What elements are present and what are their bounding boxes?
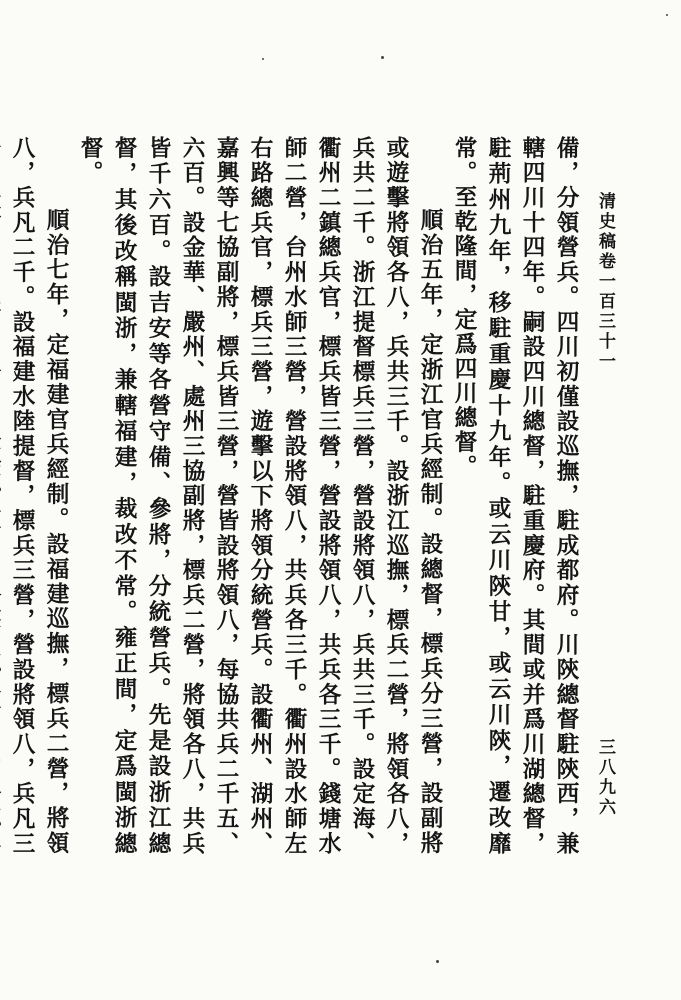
running-head: 清史稿卷一百三十一 <box>595 192 615 372</box>
scan-speck <box>436 960 439 963</box>
paragraph-fujian: 順治七年，定福建官兵經制。設福建巡撫，標兵二營，將領八，兵凡二千。設福建水陸提督，標兵三營，營設將領八，兵凡三 <box>9 136 69 856</box>
scan-speck <box>666 14 668 16</box>
scan-speck <box>262 58 264 60</box>
paragraph-zhejiang: 順治五年，定浙江官兵經制。設總督，標兵分三營，設副將或遊擊將領各八，兵共三千。設浙江巡撫，標兵二營，將領各八，兵共二千。浙江提督標兵三營，營設將領八，兵共三千。設定海、衢州二鎮總兵官，標兵皆三營，營設將領八，共兵各三千。錢塘水師二營，台州水師三營，營設將領八，共兵各三千。衢州設水師左右路總兵官，標兵三營，遊擊以下將領分統營兵。設衢州、湖州、嘉興等七協副將，標兵皆三營，營皆設將領八，每協共兵二千五、六百。設金華、嚴州、處州三協副將，標兵二營，將領各八，共兵皆千六百。設吉安等各營守備、參將，分統營兵。先是設浙江總督，其後改稱閩浙，兼轄福建，裁改不常。雍正間，定爲閩浙總督。 <box>77 136 443 856</box>
scan-speck <box>381 56 384 59</box>
page-number: 三八九六 <box>595 738 615 818</box>
paragraph-sichuan: 備，分領營兵。四川初僅設巡撫，駐成都府。川陝總督駐陝西，兼轄四川十四年。嗣設四川總督，駐重慶府。其間或并爲川湖總督，駐荊州九年，移駐重慶十九年。或云川陝甘，或云川陝，遷改靡常。至乾隆間，定爲四川總督。 <box>451 136 579 856</box>
body-text <box>0 136 583 856</box>
